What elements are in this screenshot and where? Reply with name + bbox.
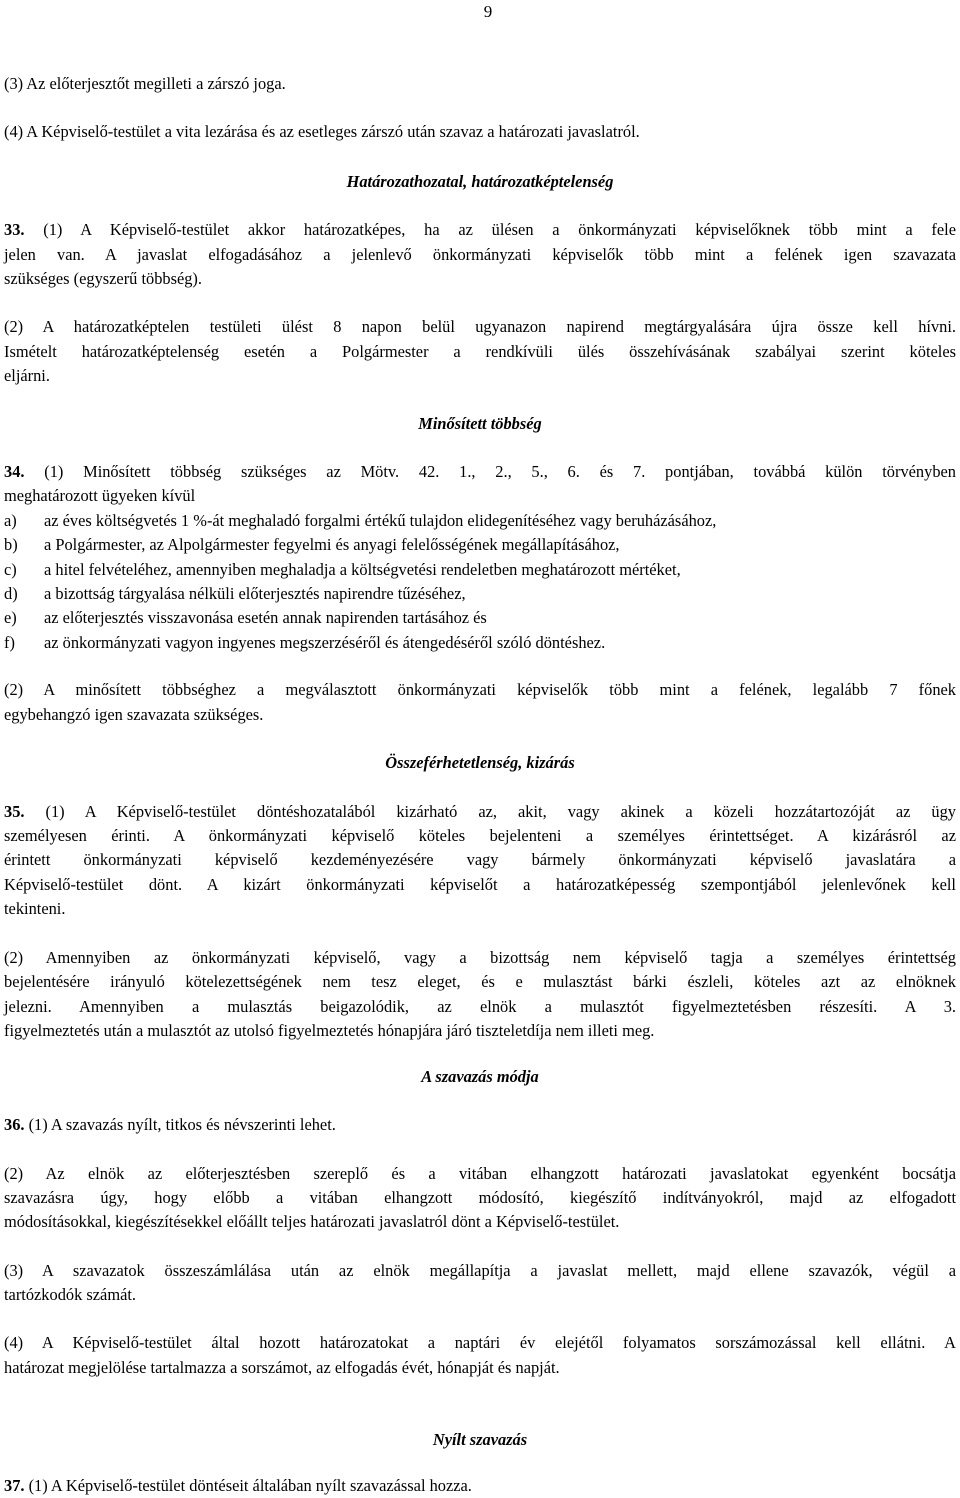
list-item [4, 631, 956, 655]
list-text: a bizottság tárgyalása nélküli előterjesztés napirendre tűzéséhez, [44, 584, 466, 603]
list-marker: e) [4, 608, 17, 627]
section-34-line [4, 460, 956, 484]
section-36-4-line-b: határozat megjelölése tartalmazza a sorszámot, az elfogadás évét, hónapját és napját. [4, 1358, 560, 1377]
section-37-number: 37. [4, 1476, 25, 1495]
paragraph-32-4: (4) A Képviselő-testület a vita lezárása és az esetleges zárszó után szavaz a határozati javaslatról. [4, 122, 640, 141]
list-item [4, 606, 956, 630]
section-35-2-line-c: jelezni. Amennyiben a mulasztás beigazolódik, az elnök a mulasztót figyelmeztetésben részesíti. A 3. [4, 997, 956, 1016]
section-33-2-line-b: Ismételt határozatképtelenség esetén a Polgármester a rendkívüli ülés összehívásának szabályai szerint köteles [4, 342, 956, 361]
section-36-3-line-b: tartózkodók számát. [4, 1285, 136, 1304]
section-34-2-line-a: (2) A minősített többséghez a megválasztott önkormányzati képviselők több mint a felének, legalább 7 főnek [4, 680, 956, 699]
section-35-1-line-b: személyesen érinti. A önkormányzati képviselő köteles bejelenteni a személyes érintettséget. A kizárásról az [4, 826, 956, 845]
list-marker: a) [4, 511, 17, 530]
section-35-line [4, 800, 956, 824]
paragraph-32-3: (3) Az előterjesztőt megilleti a zárszó joga. [4, 74, 286, 93]
section-33-2-line-a: (2) A határozatképtelen testületi ülést 8 napon belül ugyanazon napirend megtárgyalására újra össze kell hívni. [4, 317, 956, 336]
list-marker: f) [4, 633, 15, 652]
heading-osszeferhetetlenseg: Összeférhetetlenség, kizárás [385, 753, 575, 772]
section-34-1-line-b: meghatározott ügyeken kívül [4, 486, 196, 505]
section-36-3-line-a: (3) A szavazatok összeszámlálása után az elnök megállapítja a javaslat mellett, majd ellene szavazók, végül a [4, 1261, 956, 1280]
section-36-text: (1) A szavazás nyílt, titkos és névszerinti lehet. [24, 1115, 336, 1134]
list-marker: c) [4, 560, 17, 579]
section-34-text: (1) Minősített többség szükséges az Mötv. 42. 1., 2., 5., 6. és 7. pontjában, továbbá külön törvényben [24, 462, 956, 481]
section-34-2-line-b: egybehangzó igen szavazata szükséges. [4, 705, 264, 724]
section-34-number: 34. [4, 462, 25, 481]
section-33-1-line-b: jelen van. A javaslat elfogadásához a jelenlevő önkormányzati képviselők több mint a felének igen szavazata [4, 245, 956, 264]
list-item [4, 558, 956, 582]
list-item [4, 509, 956, 533]
section-36-line [4, 1113, 956, 1137]
section-36-2-line-a: (2) Az elnök az előterjesztésben szereplő és a vitában elhangzott határozati javaslatokat egyenként bocsátja [4, 1164, 956, 1183]
list-text: az előterjesztés visszavonása esetén annak napirenden tartásához és [44, 608, 487, 627]
section-33-2-line-c: eljárni. [4, 366, 50, 385]
section-33-text: (1) A Képviselő-testület akkor határozatképes, ha az ülésen a önkormányzati képviselőknek több mint a fele [24, 220, 956, 239]
list-item [4, 582, 956, 606]
section-36-4-line-a: (4) A Képviselő-testület által hozott határozatokat a naptári év elejétől folyamatos sorszámozással kell ellátni. A [4, 1333, 956, 1352]
section-35-1-line-c: érintett önkormányzati képviselő kezdeményezésére vagy bármely önkormányzati képviselő javaslatára a [4, 850, 956, 869]
section-36-number: 36. [4, 1115, 25, 1134]
section-35-1-line-d: Képviselő-testület dönt. A kizárt önkormányzati képviselőt a határozatképesség szempontjából jelenlevőnek kell [4, 875, 956, 894]
section-33-line [4, 218, 956, 242]
section-35-number: 35. [4, 802, 25, 821]
heading-szavazas-modja: A szavazás módja [421, 1067, 539, 1086]
heading-minositett-tobbseg: Minősített többség [418, 414, 542, 433]
heading-hatarozathozatal: Határozathozatal, határozatképtelenség [346, 172, 614, 191]
list-item [4, 533, 956, 557]
section-33-number: 33. [4, 220, 25, 239]
section-37-text: (1) A Képviselő-testület döntéseit általában nyílt szavazással hozza. [24, 1476, 472, 1495]
list-text: az önkormányzati vagyon ingyenes megszerzéséről és átengedéséről szóló döntéshez. [44, 633, 606, 652]
list-text: a hitel felvételéhez, amennyiben meghaladja a költségvetési rendeletben meghatározott mértéket, [44, 560, 681, 579]
section-35-2-line-b: bejelentésére irányuló kötelezettségének nem tesz eleget, és e mulasztást bárki észleli, köteles azt az elnöknek [4, 972, 956, 991]
section-35-2-line-a: (2) Amennyiben az önkormányzati képviselő, vagy a bizottság nem képviselő tagja a személyes érintettség [4, 948, 956, 967]
list-marker: d) [4, 584, 18, 603]
section-36-2-line-c: módosításokkal, kiegészítésekkel előállt teljes határozati javaslatról dönt a Képviselő-testület. [4, 1212, 620, 1231]
section-36-2-line-b: szavazásra úgy, hogy előbb a vitában elhangzott módosító, kiegészítő indítványokról, majd az elfogadott [4, 1188, 956, 1207]
page-number: 9 [483, 2, 493, 21]
list-marker: b) [4, 535, 18, 554]
section-35-1-line-e: tekinteni. [4, 899, 66, 918]
section-35-2-line-d: figyelmeztetés után a mulasztót az utolsó figyelmeztetés hónapjára járó tiszteletdíja nem illeti meg. [4, 1021, 655, 1040]
list-text: az éves költségvetés 1 %-át meghaladó forgalmi értékű tulajdon elidegenítéséhez vagy beruházásához, [44, 511, 717, 530]
section-37-line [4, 1474, 956, 1498]
list-text: a Polgármester, az Alpolgármester fegyelmi és anyagi felelősségének megállapításához, [44, 535, 620, 554]
heading-nyilt-szavazas: Nyílt szavazás [432, 1430, 528, 1449]
section-35-text: (1) A Képviselő-testület döntéshozatalából kizárható az, akit, vagy akinek a közeli hozzátartozóját az ügy [24, 802, 956, 821]
section-33-1-line-c: szükséges (egyszerű többség). [4, 269, 202, 288]
